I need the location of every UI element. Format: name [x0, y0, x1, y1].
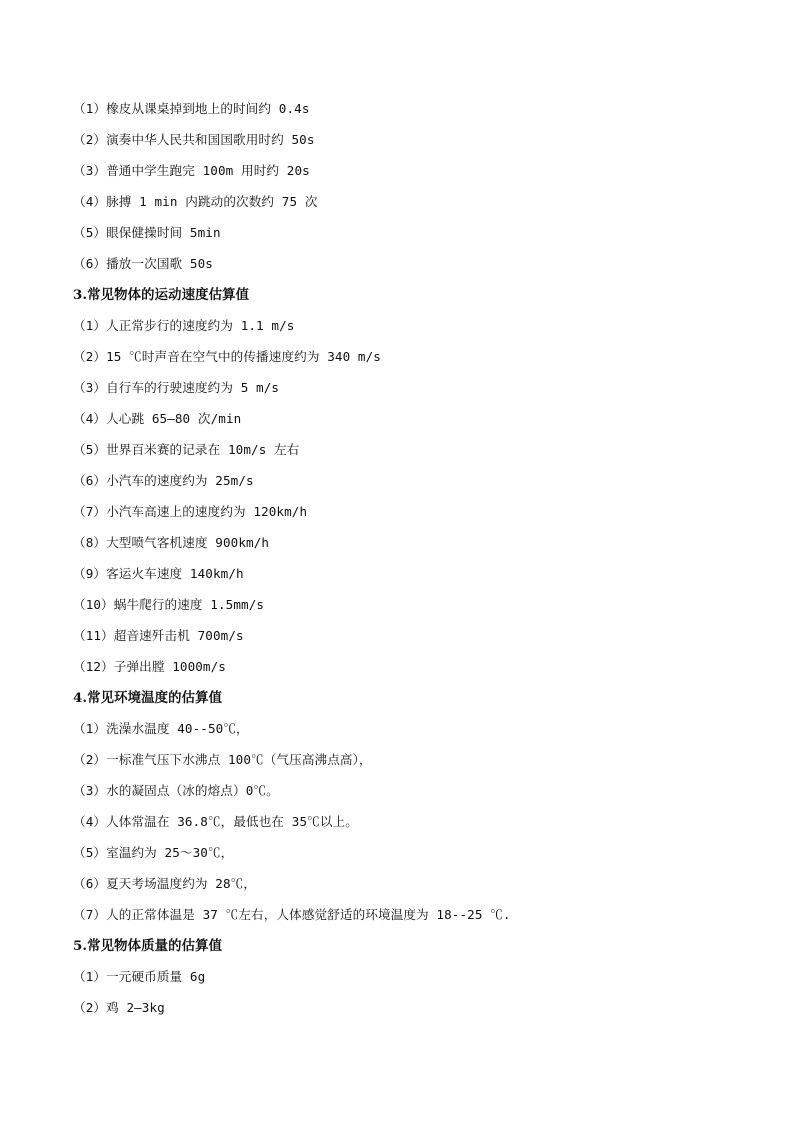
list-item-time-pulse: （4）脉搏 1 min 内跳动的次数约 75 次: [73, 194, 318, 209]
list-item-speed-car: （6）小汽车的速度约为 25m/s: [73, 473, 254, 488]
list-item-speed-walking: （1）人正常步行的速度约为 1.1 m/s: [73, 318, 295, 333]
list-item-speed-fighter: （11）超音速歼击机 700m/s: [73, 628, 244, 643]
list-item-temp-body: （4）人体常温在 36.8℃，最低也在 35℃以上。: [73, 814, 358, 829]
list-item-speed-jet: （8）大型喷气客机速度 900km/h: [73, 535, 270, 550]
list-item-time-play-anthem: （6）播放一次国歌 50s: [73, 256, 213, 271]
document-content: [73, 98, 763, 1028]
section-heading-speed: 3.常见物体的运动速度估算值: [73, 287, 250, 303]
list-item-temp-boiling: （2）一标准气压下水沸点 100℃（气压高沸点高），: [73, 752, 372, 767]
list-item-temp-exam-room: （6）夏天考场温度约为 28℃，: [73, 876, 257, 891]
list-item-temp-room: （5）室温约为 25～30℃，: [73, 845, 234, 860]
list-item-time-100m: （3）普通中学生跑完 100m 用时约 20s: [73, 163, 310, 178]
list-item-temp-freezing: （3）水的凝固点（冰的熔点）0℃。: [73, 783, 279, 798]
list-item-speed-bicycle: （3）自行车的行驶速度约为 5 m/s: [73, 380, 280, 395]
section-heading-mass: 5.常见物体质量的估算值: [73, 938, 223, 954]
list-item-speed-bullet: （12）子弹出膛 1000m/s: [73, 659, 226, 674]
list-item-temp-comfort: （7）人的正常体温是 37 ℃左右，人体感觉舒适的环境温度为 18--25 ℃.: [73, 907, 511, 922]
list-item-mass-coin: （1）一元硬币质量 6g: [73, 969, 206, 984]
section-heading-temperature: 4.常见环境温度的估算值: [73, 690, 223, 706]
list-item-speed-sound: （2）15 ℃时声音在空气中的传播速度约为 340 m/s: [73, 349, 381, 364]
list-item-time-eraser: （1）橡皮从课桌掉到地上的时间约 0.4s: [73, 101, 310, 116]
list-item-time-anthem: （2）演奏中华人民共和国国歌用时约 50s: [73, 132, 315, 147]
list-item-temp-bath: （1）洗澡水温度 40--50℃，: [73, 721, 249, 736]
list-item-speed-car-highway: （7）小汽车高速上的速度约为 120km/h: [73, 504, 308, 519]
list-item-time-eye-exercise: （5）眼保健操时间 5min: [73, 225, 221, 240]
list-item-mass-chicken: （2）鸡 2—3kg: [73, 1000, 165, 1015]
list-item-speed-sprint-record: （5）世界百米赛的记录在 10m/s 左右: [73, 442, 300, 457]
list-item-heartbeat: （4）人心跳 65—80 次/min: [73, 411, 242, 426]
list-item-speed-snail: （10）蜗牛爬行的速度 1.5mm/s: [73, 597, 265, 612]
list-item-speed-train: （9）客运火车速度 140km/h: [73, 566, 244, 581]
